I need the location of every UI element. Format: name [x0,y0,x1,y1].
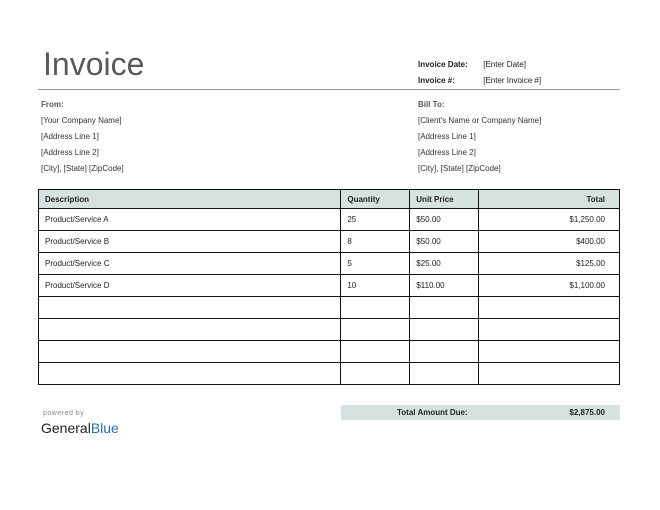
from-address-line-2[interactable]: [Address Line 2] [41,148,99,157]
column-header-unit-price: Unit Price [410,190,479,209]
table-row [39,253,620,275]
invoice-number-row [418,76,541,85]
total-amount-due-label: Total Amount Due: [397,408,468,417]
brand-general: General [41,420,91,436]
table-row-empty [39,341,620,363]
cell-description[interactable]: Product/Service B [39,231,341,253]
bill-to-city-state-zip[interactable]: [City], [State] [ZipCode] [418,164,501,173]
cell-unit-price[interactable]: $110.00 [410,275,479,297]
cell-description[interactable]: Product/Service D [39,275,341,297]
cell-description[interactable] [39,363,341,385]
bill-to-address-line-2[interactable]: [Address Line 2] [418,148,476,157]
column-header-total: Total [479,190,620,209]
generalblue-logo[interactable] [41,420,119,436]
table-row [39,275,620,297]
table-row [39,231,620,253]
cell-quantity[interactable] [341,319,410,341]
invoice-date-field[interactable]: [Enter Date] [483,60,526,69]
cell-unit-price[interactable] [410,363,479,385]
total-amount-due-value: $2,875.00 [569,408,605,417]
invoice-number-field[interactable]: [Enter Invoice #] [483,76,542,85]
table-row-empty [39,319,620,341]
table-header-row [39,190,620,209]
cell-unit-price[interactable]: $50.00 [410,231,479,253]
cell-description[interactable]: Product/Service C [39,253,341,275]
cell-total[interactable]: $1,250.00 [479,209,620,231]
cell-unit-price[interactable]: $25.00 [410,253,479,275]
cell-quantity[interactable]: 5 [341,253,410,275]
cell-quantity[interactable] [341,363,410,385]
cell-total[interactable] [479,297,620,319]
total-amount-due-bar [341,405,620,420]
header-divider [38,89,620,90]
from-address-line-1[interactable]: [Address Line 1] [41,132,99,141]
cell-quantity[interactable] [341,341,410,363]
cell-total[interactable] [479,319,620,341]
column-header-quantity: Quantity [341,190,410,209]
bill-to-address-line-1[interactable]: [Address Line 1] [418,132,476,141]
cell-unit-price[interactable] [410,341,479,363]
cell-unit-price[interactable]: $50.00 [410,209,479,231]
invoice-title: Invoice [43,46,145,82]
cell-quantity[interactable] [341,297,410,319]
bill-to-label: Bill To: [418,100,445,109]
from-city-state-zip[interactable]: [City], [State] [ZipCode] [41,164,124,173]
invoice-number-label: Invoice #: [418,76,455,85]
bill-to-client-name[interactable]: [Client's Name or Company Name] [418,116,542,125]
cell-description[interactable] [39,341,341,363]
cell-total[interactable]: $125.00 [479,253,620,275]
powered-by-text: powered by [43,410,85,417]
table-row-empty [39,297,620,319]
cell-total[interactable] [479,363,620,385]
cell-total[interactable] [479,341,620,363]
cell-unit-price[interactable] [410,319,479,341]
cell-quantity[interactable]: 10 [341,275,410,297]
from-label: From: [41,100,64,109]
table-row [39,209,620,231]
from-address-block [41,100,124,180]
cell-quantity[interactable]: 8 [341,231,410,253]
cell-quantity[interactable]: 25 [341,209,410,231]
cell-total[interactable]: $400.00 [479,231,620,253]
invoice-date-row [418,60,526,69]
from-company-name[interactable]: [Your Company Name] [41,116,122,125]
bill-to-address-block [418,100,541,180]
cell-unit-price[interactable] [410,297,479,319]
table-row-empty [39,363,620,385]
brand-blue: Blue [90,420,119,436]
cell-description[interactable] [39,297,341,319]
cell-total[interactable]: $1,100.00 [479,275,620,297]
cell-description[interactable]: Product/Service A [39,209,341,231]
invoice-date-label: Invoice Date: [418,60,468,69]
line-items-table [38,189,620,385]
cell-description[interactable] [39,319,341,341]
column-header-description: Description [39,190,341,209]
